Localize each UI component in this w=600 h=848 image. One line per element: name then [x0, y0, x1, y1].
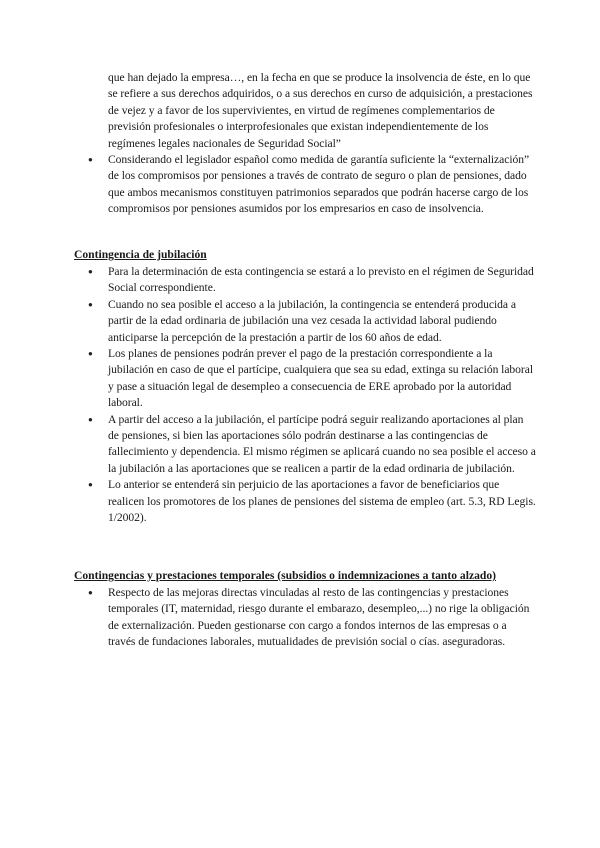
- list-item: ● Cuando no sea posible el acceso a la jubilación, la contingencia se entenderá producida a partir de la edad ordinaria de jubilación una vez cesada la actividad laboral pudiendo anticiparse la percepción de la prestación a partir de los 60 años de edad.: [108, 297, 536, 346]
- list-item: ● Considerando el legislador español como medida de garantía suficiente la “externalización” de los compromisos por pensiones a través de contrato de seguro o plan de pensiones, dado que ambos mecanismos constituyen patrimonios separados que podrán hacerse cargo de los compromisos por pensiones asumidos por los empresarios en caso de insolvencia.: [108, 152, 536, 218]
- intro-bullet-list: [108, 152, 536, 218]
- section-heading-temporales: Contingencias y prestaciones temporales (subsidios o indemnizaciones a tanto alzado): [74, 569, 496, 582]
- list-item: ● Los planes de pensiones podrán prever el pago de la prestación correspondiente a la jubilación en caso de que el partícipe, cualquiera que sea su edad, extinga su relación laboral y pase a situación legal de desempleo a consecuencia de ERE aprobado por la autoridad laboral.: [108, 346, 536, 412]
- jubilacion-bullet-list: [108, 264, 536, 527]
- section-heading-jubilacion: Contingencia de jubilación: [74, 248, 207, 261]
- list-item: ● A partir del acceso a la jubilación, el partícipe podrá seguir realizando aportaciones al plan de pensiones, si bien las aportaciones sólo podrán destinarse a las contingencias de fallecimiento y dependencia. El mismo régimen se aplicará cuando no sea posible el acceso a la jubilación a las aportaciones que se realicen a partir de la edad ordinaria de jubilación.: [108, 412, 536, 478]
- temporales-bullet-list: [108, 585, 536, 651]
- list-item: ● Para la determinación de esta contingencia se estará a lo previsto en el régimen de Seguridad Social correspondiente.: [108, 264, 536, 297]
- list-item: ● Respecto de las mejoras directas vinculadas al resto de las contingencias y prestaciones temporales (IT, maternidad, riesgo durante el embarazo, desempleo,...) no rige la obligación de externalización. Pueden gestionarse con cargo a fondos internos de las empresas o a través de fundaciones laborales, mutualidades de previsión social o cías. aseguradoras.: [108, 585, 536, 651]
- list-item: ● Lo anterior se entenderá sin perjuicio de las aportaciones a favor de beneficiarios que realicen los promotores de los planes de pensiones del sistema de empleo (art. 5.3, RD Legis. 1/2002).: [108, 477, 536, 526]
- continuation-paragraph: que han dejado la empresa…, en la fecha en que se produce la insolvencia de éste, en lo que se refiere a sus derechos adquiridos, o a sus derechos en curso de adquisición, a prestaciones de vejez y a favor de los supervivientes, en virtud de regímenes complementarios de previsión profesionales o interprofesionales que existan independientemente de los regímenes legales nacionales de Seguridad Social”: [108, 71, 533, 150]
